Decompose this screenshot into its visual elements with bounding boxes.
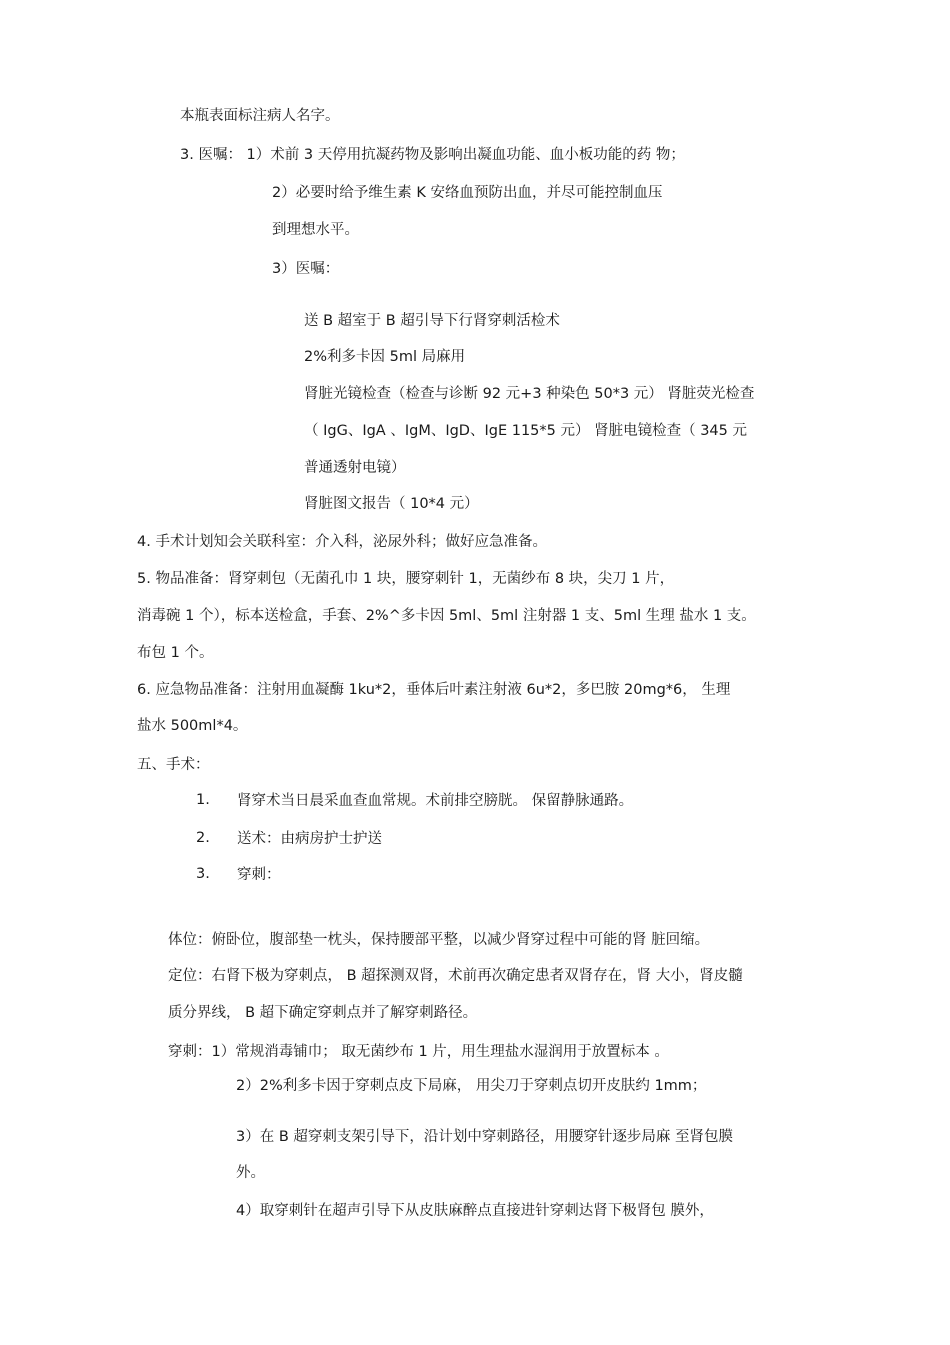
- text-line: 到理想水平。: [272, 222, 359, 238]
- text-line: 2%利多卡因 5ml 局麻用: [304, 349, 466, 365]
- text-line: 3）医嘱：: [272, 261, 340, 277]
- text-line: 穿刺：: [237, 867, 281, 883]
- text-line: 送术：由病房护士护送: [237, 831, 382, 847]
- text-line: 布包 1 个。: [137, 645, 214, 661]
- list-number: 1.: [196, 792, 210, 808]
- text-line: 普通透射电镜）: [304, 460, 406, 476]
- text-line: 肾脏光镜检查（检查与诊断 92 元+3 种染色 50*3 元） 肾脏荧光检查: [304, 386, 755, 402]
- text-line: 3. 医嘱： 1）术前 3 天停用抗凝药物及影响出凝血功能、血小板功能的药 物；: [180, 147, 685, 163]
- text-line: （ IgG、IgA 、IgM、IgD、IgE 115*5 元） 肾脏电镜检查（ 345 元: [304, 423, 747, 439]
- text-line: 外。: [236, 1165, 265, 1181]
- text-line: 2）2%利多卡因于穿刺点皮下局麻， 用尖刀于穿刺点切开皮肤约 1mm；: [236, 1078, 707, 1094]
- text-line: 消毒碗 1 个），标本送检盒，手套、2%^多卡因 5ml、5ml 注射器 1 支、5ml 生理 盐水 1 支。: [137, 608, 756, 624]
- text-line: 本瓶表面标注病人名字。: [180, 108, 340, 124]
- text-line: 穿刺：1）常规消毒铺巾； 取无菌纱布 1 片，用生理盐水湿润用于放置标本 。: [168, 1044, 669, 1060]
- text-line: 4. 手术计划知会关联科室：介入科，泌尿外科；做好应急准备。: [137, 534, 547, 550]
- text-line: 五、手术：: [137, 757, 210, 773]
- text-line: 肾穿术当日晨采血查血常规。术前排空膀胱。 保留静脉通路。: [237, 793, 634, 809]
- text-line: 肾脏图文报告（ 10*4 元）: [304, 496, 479, 512]
- text-line: 4）取穿刺针在超声引导下从皮肤麻醉点直接进针穿刺达肾下极肾包 膜外，: [236, 1203, 714, 1219]
- text-line: 6. 应急物品准备：注射用血凝酶 1ku*2，垂体后叶素注射液 6u*2，多巴胺 20mg*6， 生理: [137, 682, 731, 698]
- text-line: 体位：俯卧位，腹部垫一枕头，保持腰部平整，以减少肾穿过程中可能的肾 脏回缩。: [168, 932, 710, 948]
- list-number: 2.: [196, 830, 210, 846]
- text-line: 2）必要时给予维生素 K 安络血预防出血，并尽可能控制血压: [272, 185, 663, 201]
- text-line: 质分界线， B 超下确定穿刺点并了解穿刺路径。: [168, 1005, 478, 1021]
- text-line: 5. 物品准备：肾穿刺包（无菌孔巾 1 块，腰穿刺针 1，无菌纱布 8 块，尖刀 1 片，: [137, 571, 675, 587]
- text-line: 定位：右肾下极为穿刺点， B 超探测双肾，术前再次确定患者双肾存在，肾 大小，肾皮髓: [168, 968, 743, 984]
- text-line: 送 B 超室于 B 超引导下行肾穿刺活检术: [304, 313, 560, 329]
- text-line: 3）在 B 超穿刺支架引导下，沿计划中穿刺路径，用腰穿针逐步局麻 至肾包膜: [236, 1129, 733, 1145]
- text-line: 盐水 500ml*4。: [137, 718, 248, 734]
- list-number: 3.: [196, 866, 210, 882]
